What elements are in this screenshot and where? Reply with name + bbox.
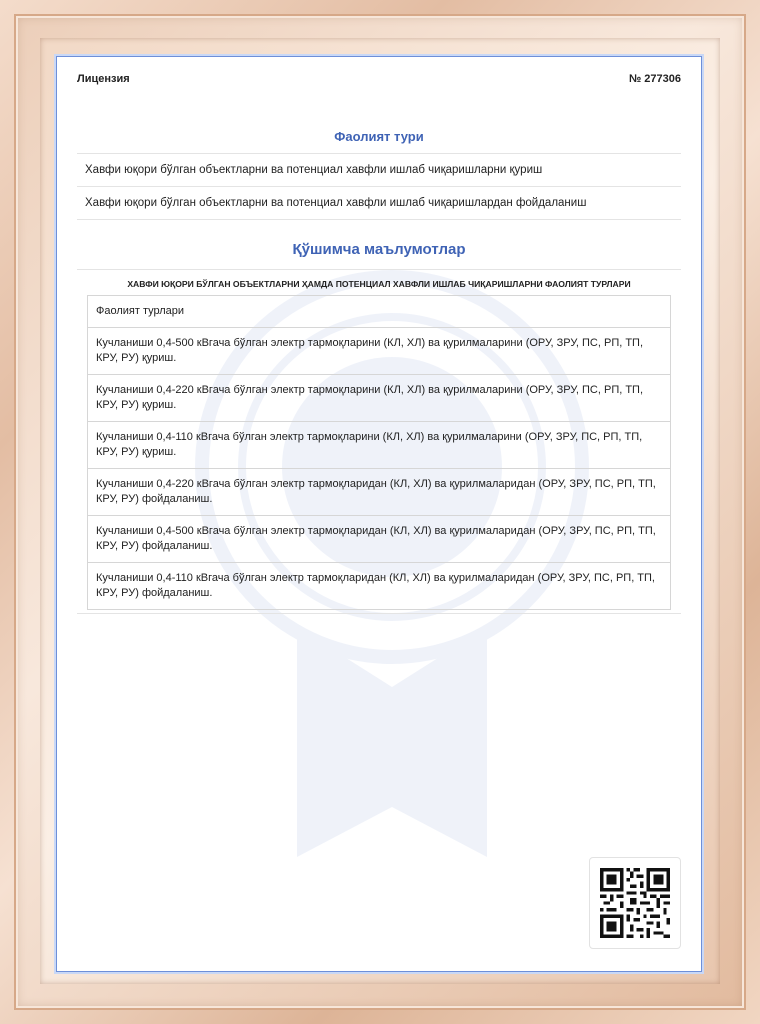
table-row (88, 516, 671, 563)
activity-item: Хавфи юқори бўлган объектларни ва потенциал хавфли ишлаб чиқаришлардан фойдаланиш (77, 186, 681, 220)
table-cell: Кучланиши 0,4-110 кВгача бўлган электр тармоқларини (КЛ, ХЛ) ва қурилмаларини (ОРУ, ЗРУ, ПС, РП, ТП, КРУ, РУ) қуриш. (88, 422, 671, 469)
divider (77, 613, 681, 614)
table-row (88, 422, 671, 469)
table-row (88, 469, 671, 516)
activity-item: Хавфи юқори бўлган объектларни ва потенциал хавфли ишлаб чиқаришларни қуриш (77, 153, 681, 186)
license-document (56, 56, 702, 972)
qr-code-container[interactable] (589, 857, 681, 949)
table-cell: Кучланиши 0,4-220 кВгача бўлган электр тармоқларини (КЛ, ХЛ) ва қурилмаларини (ОРУ, ЗРУ, ПС, РП, ТП, КРУ, РУ) қуриш. (88, 375, 671, 422)
activity-type-title: Фаолият тури (334, 129, 424, 144)
table-header-row (88, 296, 671, 328)
license-number: № 277306 (628, 73, 681, 85)
table-row (88, 375, 671, 422)
table-header-cell: Фаолият турлари (88, 296, 671, 328)
table-row (88, 328, 671, 375)
table-cell: Кучланиши 0,4-500 кВгача бўлган электр тармоқларидан (КЛ, ХЛ) ва қурилмаларидан (ОРУ, ЗРУ, ПС, РП, ТП, КРУ, РУ) фойдаланиш. (88, 516, 671, 563)
table-cell: Кучланиши 0,4-500 кВгача бўлган электр тармоқларини (КЛ, ХЛ) ва қурилмаларини (ОРУ, ЗРУ, ПС, РП, ТП, КРУ, РУ) қуриш. (88, 328, 671, 375)
qr-code-icon (600, 868, 670, 938)
table-row (88, 563, 671, 610)
divider (77, 269, 681, 270)
table-cell: Кучланиши 0,4-110 кВгача бўлган электр тармоқларидан (КЛ, ХЛ) ва қурилмаларидан (ОРУ, ЗРУ, ПС, РП, ТП, КРУ, РУ) фойдаланиш. (88, 563, 671, 610)
table-caption: ХАВФИ ЮҚОРИ БЎЛГАН ОБЪЕКТЛАРНИ ҲАМДА ПОТЕНЦИАЛ ХАВФЛИ ИШЛАБ ЧИҚАРИШЛАРНИ ФАОЛИЯТ ТУРЛАРИ (127, 279, 631, 289)
table-cell: Кучланиши 0,4-220 кВгача бўлган электр тармоқларидан (КЛ, ХЛ) ва қурилмаларидан (ОРУ, ЗРУ, ПС, РП, ТП, КРУ, РУ) фойдаланиш. (88, 469, 671, 516)
document-type-label: Лицензия (77, 73, 130, 85)
activity-type-list (77, 153, 681, 220)
additional-info-title: Қўшимча маълумотлар (292, 241, 466, 258)
activity-types-table (87, 295, 671, 610)
document-header (77, 73, 681, 85)
